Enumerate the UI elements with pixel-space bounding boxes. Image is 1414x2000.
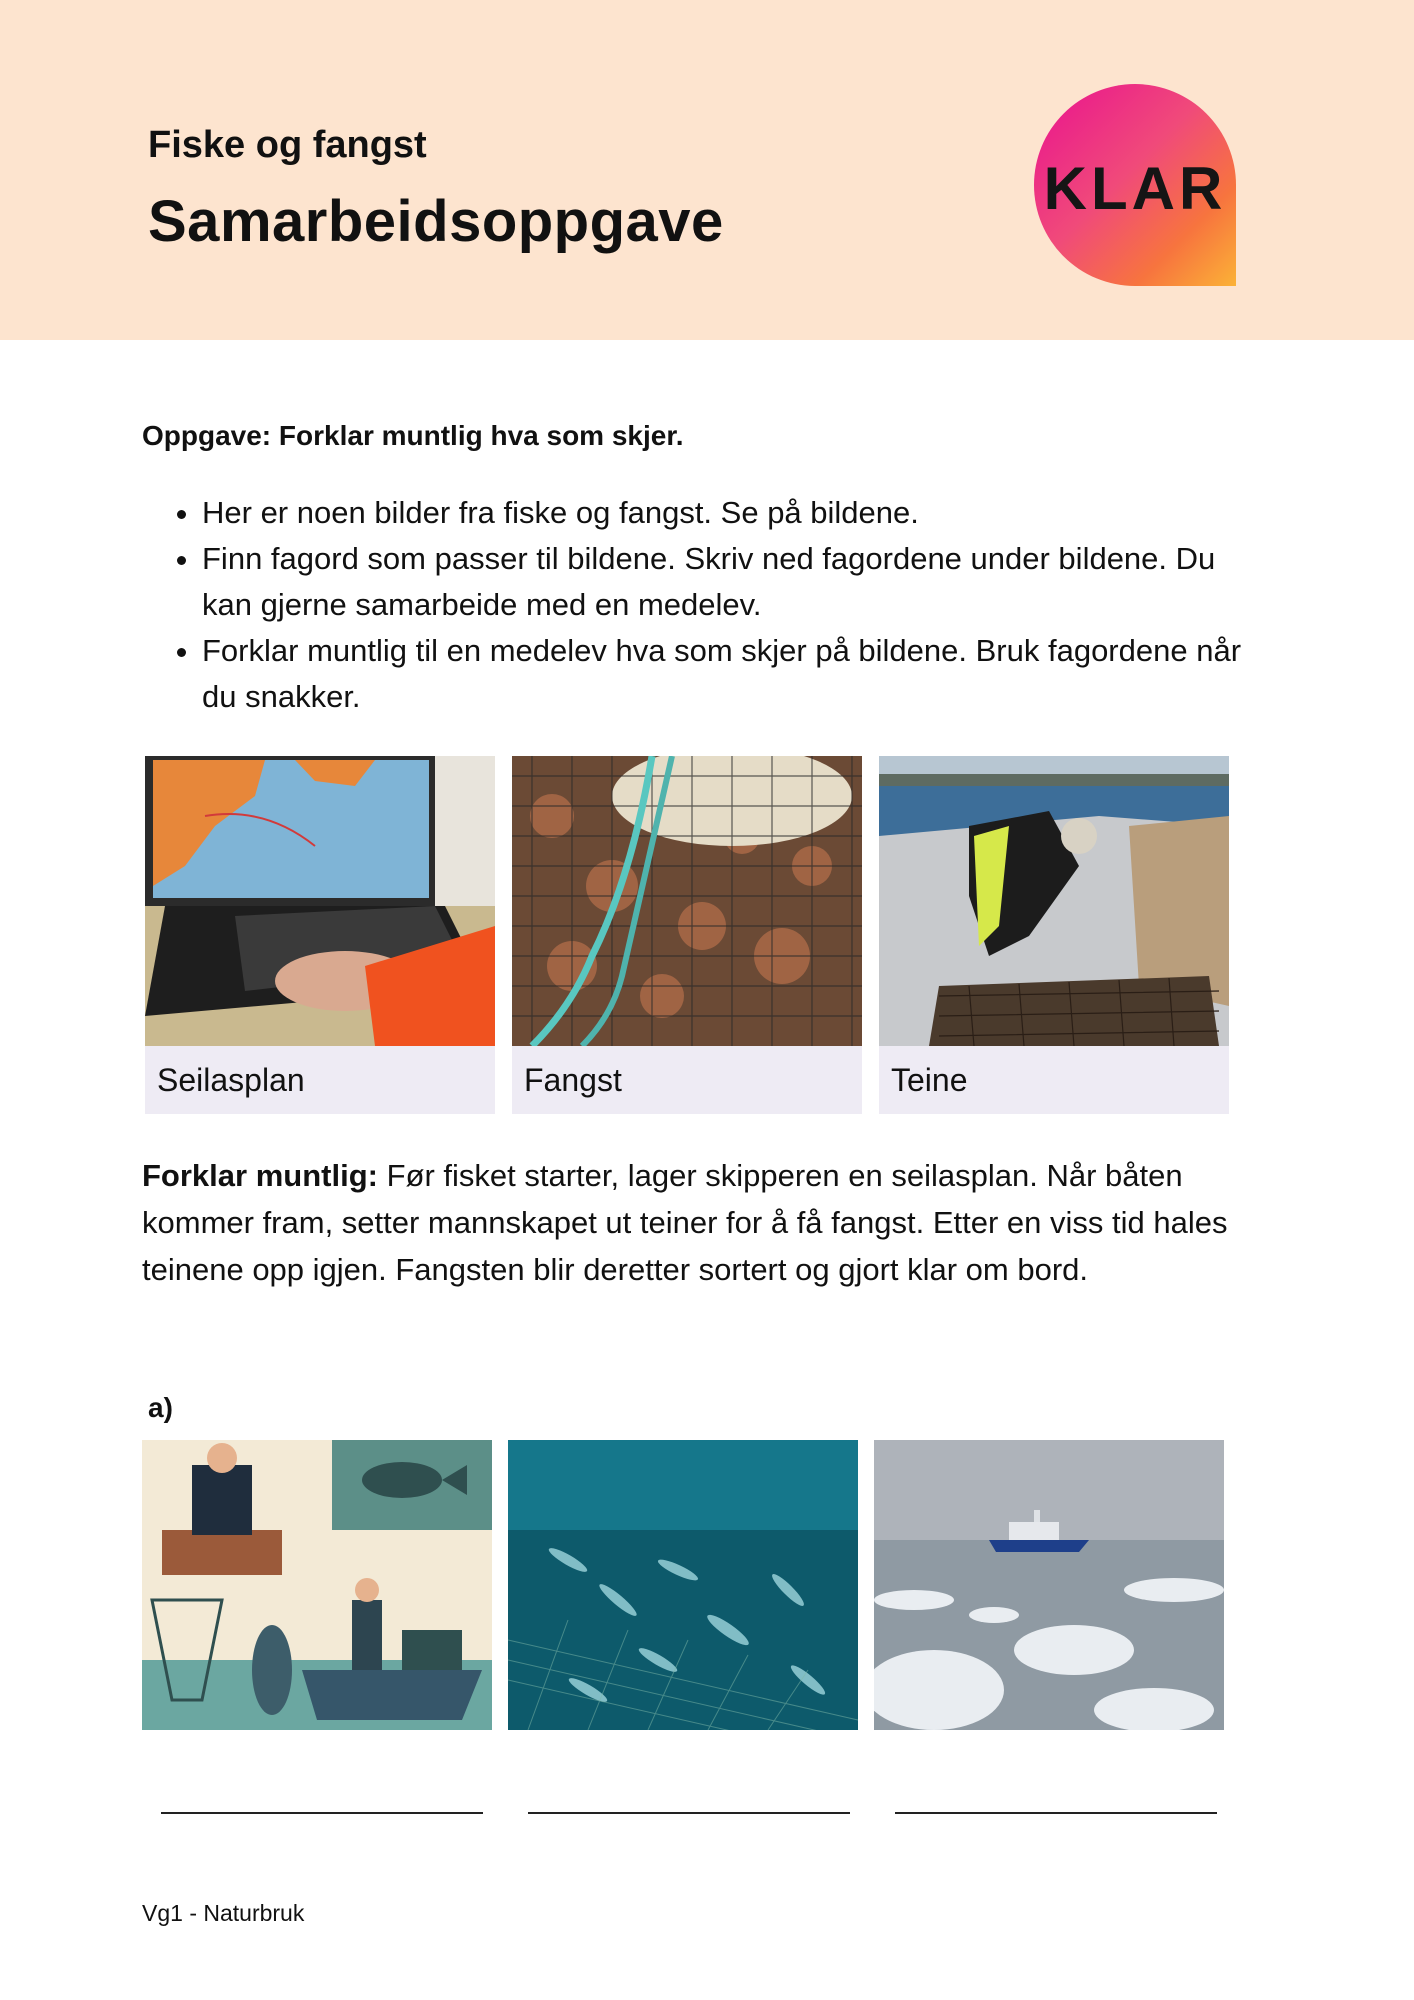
instruction-list: [142, 490, 1242, 720]
answer-line[interactable]: [528, 1812, 850, 1814]
instruction-item: • Forklar muntlig til en medelev hva som skjer på bildene. Bruk fagordene når du snakker.: [202, 628, 1242, 720]
caption-text: Fangst: [524, 1062, 622, 1098]
logo-text: KLAR: [1043, 155, 1227, 222]
page-header: [0, 0, 1414, 340]
caption-box: [512, 1046, 862, 1114]
exercise-image-regulation-illustration: [142, 1440, 492, 1730]
exercise-image-ship-ice: [874, 1440, 1224, 1730]
subject-title: Fiske og fangst: [148, 124, 427, 166]
oral-explanation: [142, 1152, 1232, 1293]
answer-line[interactable]: [161, 1812, 483, 1814]
explanation-label: Forklar muntlig:: [142, 1158, 378, 1193]
answer-line[interactable]: [895, 1812, 1217, 1814]
caption-text: Teine: [891, 1062, 968, 1098]
explanation-text: Før fisket starter, lager skipperen en seilasplan. Når båten kommer fram, setter mannskapet ut teiner for å få fangst. Etter en viss tid hales teinene opp igjen. Fangsten blir deretter sortert og gjort klar om bord.: [142, 1158, 1228, 1287]
instruction-item: • Finn fagord som passer til bildene. Skriv ned fagordene under bildene. Du kan gjerne samarbeide med en medelev.: [202, 536, 1242, 628]
part-a-label: a): [148, 1392, 173, 1423]
caption-text: Seilasplan: [157, 1062, 305, 1098]
exercise-image-fish-net: [508, 1440, 858, 1730]
photo-fangst: [512, 756, 862, 1046]
photo-seilasplan: [145, 756, 495, 1046]
caption-box: [145, 1046, 495, 1114]
photo-teine: [879, 756, 1229, 1046]
caption-box: [879, 1046, 1229, 1114]
page-title: Samarbeidsoppgave: [148, 189, 724, 254]
footer-text: Vg1 - Naturbruk: [142, 1900, 305, 1926]
instruction-item: • Her er noen bilder fra fiske og fangst. Se på bildene.: [202, 490, 1242, 536]
klar-logo: [1034, 84, 1236, 286]
task-heading: Oppgave: Forklar muntlig hva som skjer.: [142, 420, 684, 451]
